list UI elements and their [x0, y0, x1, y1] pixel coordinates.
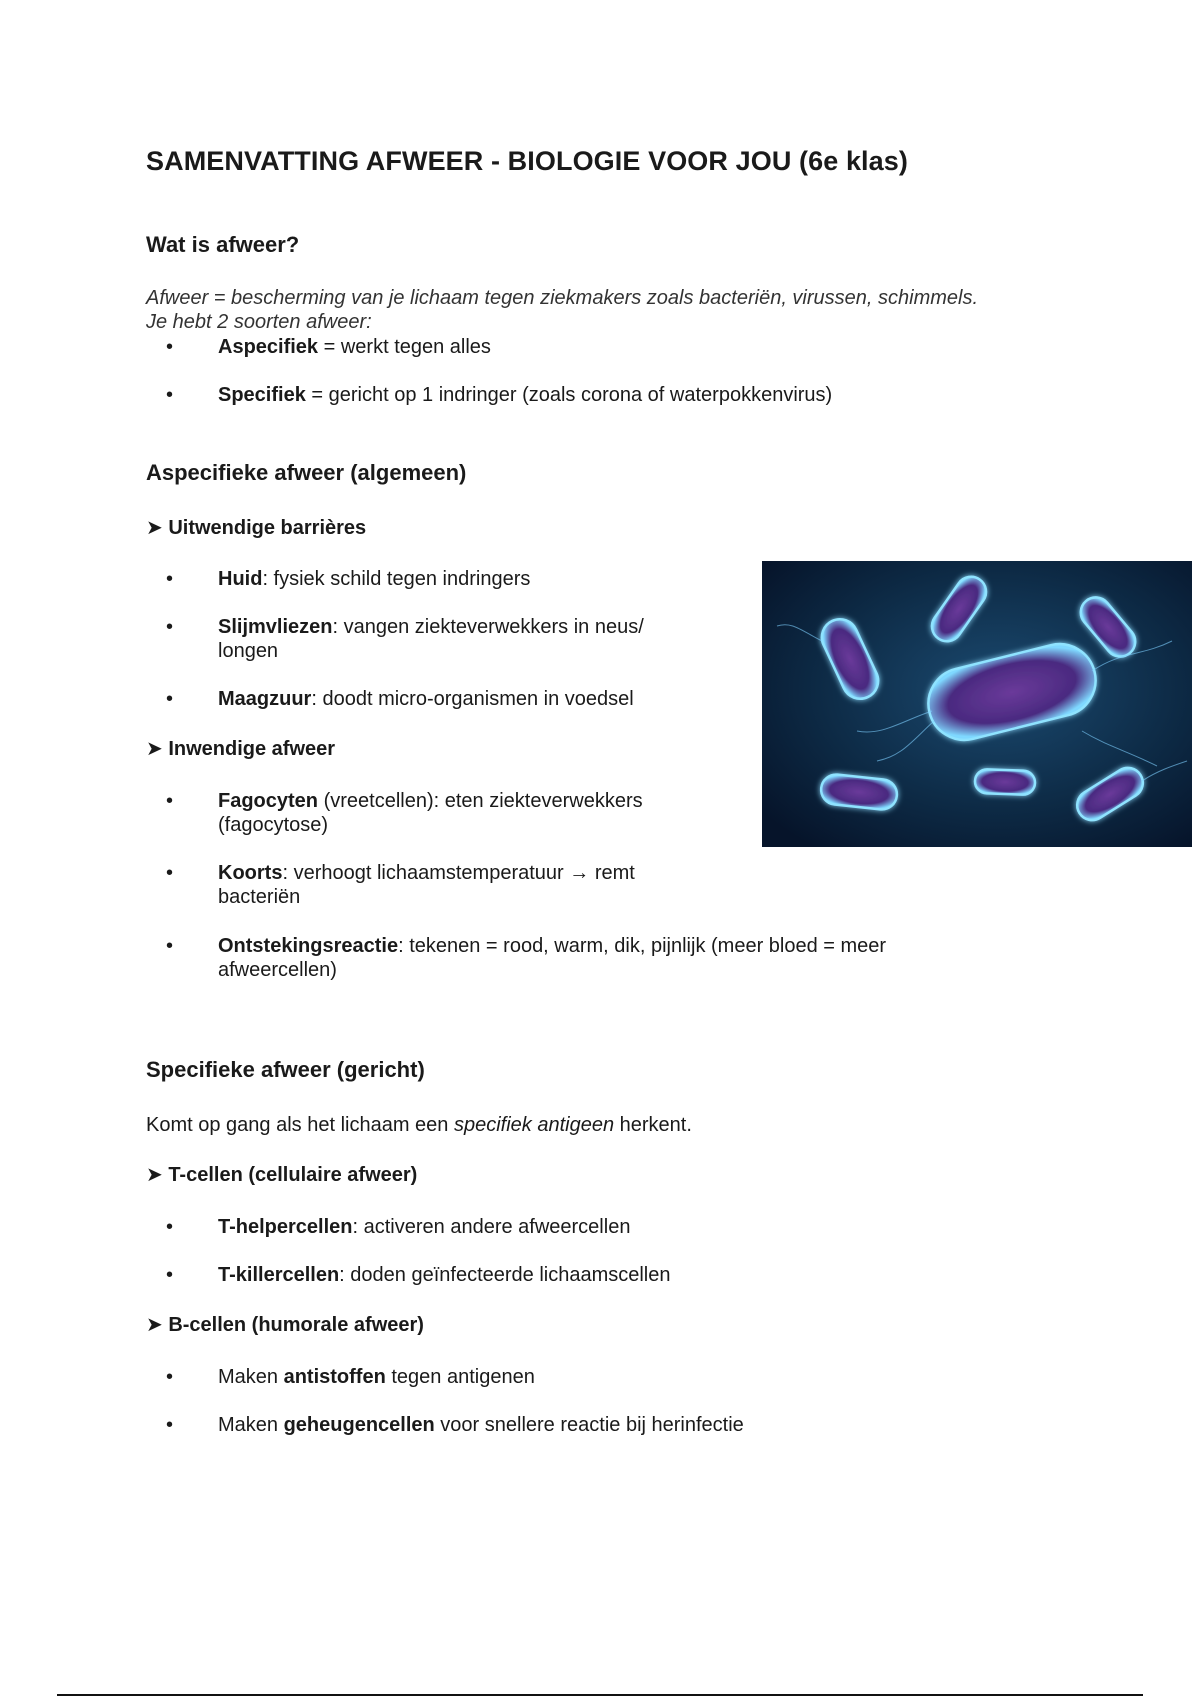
subheading-external-barriers: ➤ Uitwendige barrières — [146, 517, 367, 539]
term: Specifiek — [218, 384, 306, 406]
definition: : doodt micro-organismen in voedsel — [311, 688, 634, 710]
bullet-icon: • — [166, 568, 174, 590]
bullet-icon: • — [166, 1414, 174, 1436]
definition: (vreetcellen): eten ziekteverwekkers — [318, 790, 643, 812]
bullet-icon: • — [166, 616, 174, 638]
definition: = werkt tegen alles — [318, 336, 491, 358]
definition: : tekenen = rood, warm, dik, pijnlijk (meer bloed = meer — [398, 935, 887, 957]
definition-continued: longen — [218, 640, 279, 662]
subheading-b-cells: ➤ B-cellen (humorale afweer) — [146, 1314, 424, 1336]
term: Maagzuur — [218, 688, 312, 710]
page-title: SAMENVATTING AFWEER - BIOLOGIE VOOR JOU (6e klas) — [146, 146, 908, 176]
bacterium — [975, 769, 1036, 795]
intro-text-end: herkent. — [614, 1114, 692, 1136]
definition-continued: bacteriën — [218, 886, 301, 908]
term: Ontstekingsreactie — [218, 935, 399, 957]
definition: tegen antigenen — [385, 1366, 535, 1388]
intro-line-2: Je hebt 2 soorten afweer: — [146, 311, 372, 333]
term: Aspecifiek — [218, 336, 319, 358]
definition: : verhoogt lichaamstemperatuur → remt — [282, 862, 635, 884]
term: Koorts — [218, 862, 283, 884]
prefix: Maken — [218, 1414, 284, 1436]
bullet-icon: • — [166, 790, 174, 812]
term: T-killercellen — [218, 1264, 340, 1286]
section-heading-specific: Specifieke afweer (gericht) — [146, 1057, 425, 1082]
definition: : vangen ziekteverwekkers in neus/ — [332, 616, 644, 638]
bacteria-image — [762, 561, 1192, 847]
definition: : activeren andere afweercellen — [352, 1216, 631, 1238]
intro-emphasis: specifiek antigeen — [453, 1114, 615, 1136]
bullet-icon: • — [166, 336, 174, 358]
definition: : doden geïnfecteerde lichaamscellen — [339, 1264, 671, 1286]
footer-divider — [57, 1694, 1143, 1696]
section-heading-nonspecific: Aspecifieke afweer (algemeen) — [146, 460, 467, 485]
prefix: Maken — [218, 1366, 284, 1388]
bullet-icon: • — [166, 384, 174, 406]
definition-continued: afweercellen) — [218, 959, 337, 981]
section-heading-what-is-defense: Wat is afweer? — [146, 232, 300, 257]
definition: : fysiek schild tegen indringers — [262, 568, 531, 590]
intro-line-1: Afweer = bescherming van je lichaam tegen ziekmakers zoals bacteriën, virussen, schimmels. — [146, 287, 979, 309]
term: T-helpercellen — [218, 1216, 353, 1238]
intro-text: Komt op gang als het lichaam een — [146, 1114, 454, 1136]
definition: = gericht op 1 indringer (zoals corona of waterpokkenvirus) — [305, 384, 833, 406]
term: antistoffen — [283, 1366, 386, 1388]
term: Slijmvliezen — [218, 616, 333, 638]
bullet-icon: • — [166, 1264, 174, 1286]
bacteria-illustration — [762, 561, 1192, 847]
bullet-icon: • — [166, 935, 174, 957]
definition: voor snellere reactie bij herinfectie — [434, 1414, 744, 1436]
term: Huid — [218, 568, 263, 590]
term: Fagocyten — [218, 790, 319, 812]
bullet-icon: • — [166, 688, 174, 710]
bullet-icon: • — [166, 1216, 174, 1238]
definition-continued: (fagocytose) — [218, 814, 329, 836]
specific-intro — [146, 1113, 692, 1137]
subheading-t-cells: ➤ T-cellen (cellulaire afweer) — [146, 1164, 418, 1186]
subheading-internal-defense: ➤ Inwendige afweer — [146, 738, 336, 760]
term: geheugencellen — [283, 1414, 435, 1436]
bullet-icon: • — [166, 862, 174, 884]
bullet-icon: • — [166, 1366, 174, 1388]
